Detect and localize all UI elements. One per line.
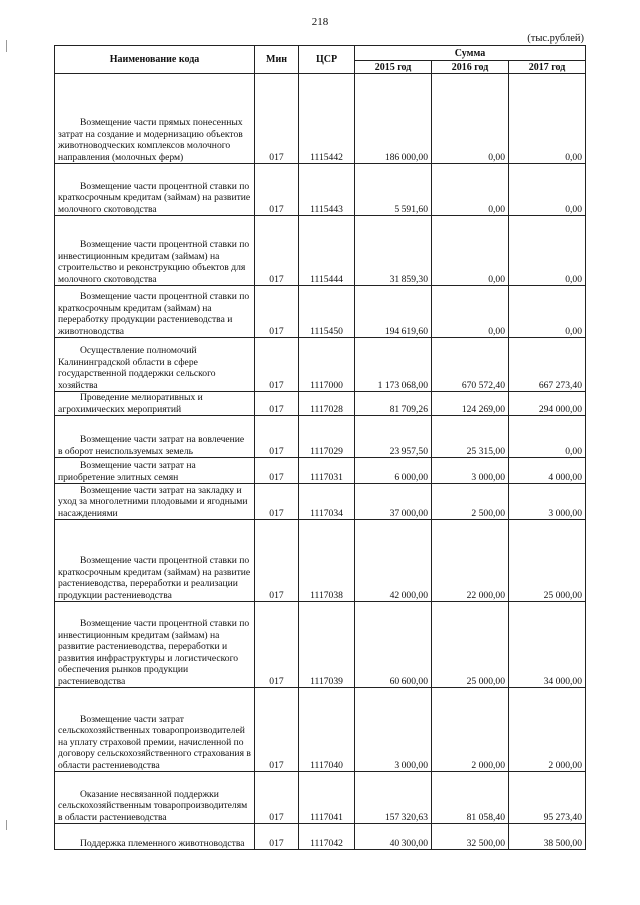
row-csr: 1117040	[299, 688, 355, 772]
row-value-2015: 40 300,00	[355, 824, 432, 850]
row-value-2015: 194 619,60	[355, 286, 432, 338]
row-min: 017	[255, 338, 299, 392]
row-min: 017	[255, 286, 299, 338]
row-value-2016: 3 000,00	[432, 458, 509, 484]
row-name-text: Осуществление полномочий Калининградской области в сфере государственной поддержки сельского хозяйства	[58, 345, 216, 391]
row-csr: 1117028	[299, 392, 355, 416]
row-name-text: Возмещение части процентной ставки по инвестиционным кредитам (займам) на строительство и реконструкцию объектов для молочного скотоводства	[58, 239, 250, 285]
row-name-text: Возмещение части процентной ставки по краткосрочным кредитам (займам) на развитие растениеводства, переработки и реализации продукции растениеводства	[58, 555, 251, 601]
row-value-2015: 3 000,00	[355, 688, 432, 772]
margin-mark	[6, 820, 7, 830]
row-csr: 1115443	[299, 164, 355, 216]
row-name-text: Возмещение части затрат сельскохозяйственных товаропроизводителей на уплату страховой премии, начисленной по договору сельскохозяйственного страхования в области растениеводства	[58, 713, 251, 771]
row-min: 017	[255, 164, 299, 216]
row-value-2016: 81 058,40	[432, 772, 509, 824]
row-min: 017	[255, 416, 299, 458]
row-csr: 1117039	[299, 602, 355, 688]
row-value-2016: 124 269,00	[432, 392, 509, 416]
table-row	[55, 416, 586, 458]
row-name	[55, 824, 255, 850]
row-min: 017	[255, 392, 299, 416]
row-csr: 1115442	[299, 74, 355, 164]
row-value-2017: 0,00	[509, 164, 586, 216]
row-value-2016: 2 000,00	[432, 688, 509, 772]
row-value-2016: 0,00	[432, 286, 509, 338]
row-csr: 1117031	[299, 458, 355, 484]
row-value-2017: 4 000,00	[509, 458, 586, 484]
row-value-2017: 0,00	[509, 216, 586, 286]
row-csr: 1117000	[299, 338, 355, 392]
table-row	[55, 216, 586, 286]
row-csr: 1115450	[299, 286, 355, 338]
budget-table	[54, 45, 586, 850]
row-min: 017	[255, 458, 299, 484]
row-name-text: Проведение мелиоративных и агрохимических мероприятий	[58, 392, 203, 415]
row-name	[55, 74, 255, 164]
row-name	[55, 216, 255, 286]
row-value-2015: 81 709,26	[355, 392, 432, 416]
margin-mark	[6, 40, 7, 52]
page-number: 218	[311, 16, 329, 28]
row-value-2015: 37 000,00	[355, 484, 432, 520]
units-label: (тыс.рублей)	[527, 33, 584, 44]
header-2017: 2017 год	[509, 61, 586, 74]
row-value-2016: 0,00	[432, 164, 509, 216]
row-value-2015: 6 000,00	[355, 458, 432, 484]
row-value-2016: 0,00	[432, 74, 509, 164]
row-name	[55, 520, 255, 602]
header-2015: 2015 год	[355, 61, 432, 74]
row-csr: 1117029	[299, 416, 355, 458]
row-name	[55, 286, 255, 338]
row-name	[55, 392, 255, 416]
row-name	[55, 484, 255, 520]
row-min: 017	[255, 602, 299, 688]
row-name	[55, 602, 255, 688]
row-name	[55, 772, 255, 824]
row-value-2017: 95 273,40	[509, 772, 586, 824]
row-value-2017: 0,00	[509, 74, 586, 164]
header-name: Наименование кода	[55, 46, 255, 74]
row-value-2015: 5 591,60	[355, 164, 432, 216]
row-min: 017	[255, 520, 299, 602]
row-value-2017: 0,00	[509, 416, 586, 458]
row-min: 017	[255, 74, 299, 164]
row-csr: 1117038	[299, 520, 355, 602]
row-name	[55, 416, 255, 458]
row-value-2015: 23 957,50	[355, 416, 432, 458]
row-value-2017: 38 500,00	[509, 824, 586, 850]
table-row	[55, 458, 586, 484]
table-row	[55, 74, 586, 164]
row-name	[55, 338, 255, 392]
row-csr: 1117034	[299, 484, 355, 520]
row-min: 017	[255, 824, 299, 850]
row-value-2015: 31 859,30	[355, 216, 432, 286]
row-value-2017: 25 000,00	[509, 520, 586, 602]
row-min: 017	[255, 216, 299, 286]
header-sum: Сумма	[355, 46, 586, 61]
row-name	[55, 458, 255, 484]
row-value-2015: 157 320,63	[355, 772, 432, 824]
row-name-text: Возмещение части затрат на закладку и уход за многолетними плодовыми и ягодными насаждениями	[58, 484, 248, 519]
row-min: 017	[255, 688, 299, 772]
row-value-2017: 34 000,00	[509, 602, 586, 688]
row-value-2015: 42 000,00	[355, 520, 432, 602]
row-name-text: Возмещение части процентной ставки по краткосрочным кредитам (займам) на переработку продукции растениеводства и животноводства	[58, 291, 250, 337]
table-row	[55, 484, 586, 520]
row-csr: 1115444	[299, 216, 355, 286]
row-name	[55, 164, 255, 216]
row-name-text: Возмещение части процентной ставки по краткосрочным кредитам (займам) на развитие молочного скотоводства	[58, 180, 251, 215]
row-name-text: Возмещение части прямых понесенных затрат на создание и модернизацию объектов животноводческих комплексов молочного направления (молочных ферм)	[58, 117, 243, 163]
row-name-text: Возмещение части затрат на вовлечение в оборот неиспользуемых земель	[58, 434, 245, 457]
row-csr: 1117042	[299, 824, 355, 850]
table-row	[55, 824, 586, 850]
row-min: 017	[255, 772, 299, 824]
header-csr: ЦСР	[299, 46, 355, 74]
row-value-2016: 25 000,00	[432, 602, 509, 688]
table-row	[55, 688, 586, 772]
row-value-2017: 3 000,00	[509, 484, 586, 520]
row-value-2016: 0,00	[432, 216, 509, 286]
row-csr: 1117041	[299, 772, 355, 824]
row-value-2016: 25 315,00	[432, 416, 509, 458]
row-value-2015: 60 600,00	[355, 602, 432, 688]
row-name-text: Возмещение части процентной ставки по инвестиционным кредитам (займам) на развитие растениеводства, переработки и развития инфраструктуры и логистического обеспечения рынков продукции растениеводства	[58, 618, 250, 687]
row-value-2017: 0,00	[509, 286, 586, 338]
header-2016: 2016 год	[432, 61, 509, 74]
row-name	[55, 688, 255, 772]
row-value-2017: 294 000,00	[509, 392, 586, 416]
table-row	[55, 338, 586, 392]
table-row	[55, 602, 586, 688]
row-name-text: Поддержка племенного животноводства	[80, 837, 245, 849]
row-value-2016: 670 572,40	[432, 338, 509, 392]
row-value-2017: 667 273,40	[509, 338, 586, 392]
table-row	[55, 286, 586, 338]
table-row	[55, 520, 586, 602]
row-value-2016: 2 500,00	[432, 484, 509, 520]
header-min: Мин	[255, 46, 299, 74]
row-value-2015: 186 000,00	[355, 74, 432, 164]
table-row	[55, 164, 586, 216]
table-row	[55, 392, 586, 416]
table-row	[55, 772, 586, 824]
row-value-2017: 2 000,00	[509, 688, 586, 772]
row-value-2015: 1 173 068,00	[355, 338, 432, 392]
row-value-2016: 32 500,00	[432, 824, 509, 850]
row-min: 017	[255, 484, 299, 520]
row-name-text: Возмещение части затрат на приобретение элитных семян	[58, 460, 196, 483]
row-value-2016: 22 000,00	[432, 520, 509, 602]
row-name-text: Оказание несвязанной поддержки сельскохозяйственным товаропроизводителям в области растениеводства	[58, 788, 248, 823]
